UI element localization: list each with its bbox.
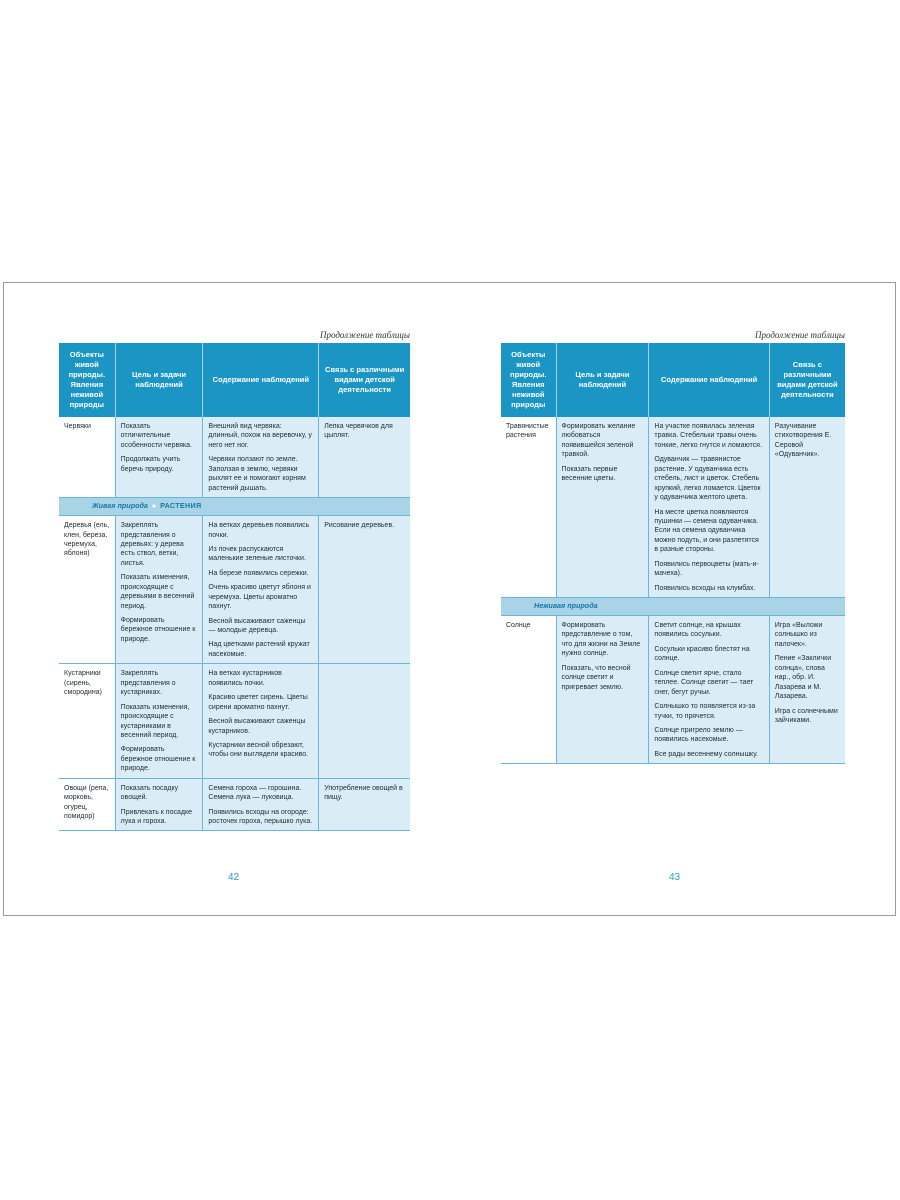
book-spread xyxy=(3,282,896,916)
table-row xyxy=(501,417,845,598)
goal-text: Показать изменения, происходящие с деревьями в весенний период. xyxy=(120,574,195,610)
content-text: Внешний вид червяка: длинный, похож на веревочку, у него нет ног. xyxy=(208,423,312,449)
goals-cell xyxy=(556,616,649,764)
header-links: Связь с различными видами детской деятельности xyxy=(769,343,845,417)
content-text: Весной высаживают саженцы — молодые деревца. xyxy=(208,617,306,634)
continued-label: Продолжение таблицы xyxy=(754,330,845,340)
section-cell xyxy=(501,598,845,616)
header-goals: Цель и задачи наблюдений xyxy=(115,343,203,417)
activity-text: Лепка червячков для цыплят. xyxy=(324,423,393,440)
content-text: Красиво цветет сирень. Цветы сирени ароматно пахнут. xyxy=(208,694,308,711)
activity-text: Пение «Заклички солнца», слова нар., обр. И. Лазарева и М. Лазарева. xyxy=(774,655,832,701)
goals-cell xyxy=(115,778,203,831)
content-cell xyxy=(203,664,319,778)
goal-text: Показать посадку овощей. xyxy=(120,784,179,802)
content-text: Светит солнце, на крышах появились сосульки. xyxy=(654,622,741,639)
content-text: На участке появилась зеленая травка. Стебельки травы очень тонкие, легко гнутся и ломаются. xyxy=(654,423,762,449)
content-text: Появились первоцветы (мать-и-мачеха). xyxy=(654,560,759,578)
right-page xyxy=(451,283,897,915)
content-cell xyxy=(203,516,319,664)
page-number: 43 xyxy=(669,872,681,883)
object-cell xyxy=(59,664,115,778)
continued-label: Продолжение таблицы xyxy=(319,330,410,340)
header-objects: Объекты живой природы. Явления неживой природы xyxy=(59,343,115,417)
object-cell xyxy=(501,417,556,598)
links-cell xyxy=(319,417,410,498)
left-page xyxy=(4,283,450,915)
links-cell xyxy=(769,417,845,598)
object-name: Солнце xyxy=(506,622,531,629)
object-cell xyxy=(59,417,115,498)
object-name: Овощи (репа, морковь, огурец, помидор) xyxy=(64,784,109,820)
object-name: Червяки xyxy=(64,423,91,430)
table-row xyxy=(59,516,410,664)
content-text: На ветках кустарников появились почки. xyxy=(208,670,282,687)
object-name: Травянистые растения xyxy=(506,423,549,440)
activity-text: Рисование деревьев. xyxy=(324,522,395,530)
links-cell xyxy=(319,664,410,778)
content-text: На месте цветка появляются пушинки — семена одуванчика. Если на семена одуванчика можно подуть, и они разлетятся в разные стороны. xyxy=(654,508,759,554)
activity-text: Употребление овощей в пищу. xyxy=(324,784,403,802)
links-cell xyxy=(319,778,410,831)
goal-text: Закреплять представления о кустарниках. xyxy=(120,670,176,697)
table-row xyxy=(59,417,410,498)
activity-text: Игра «Выложи солнышко из палочек». xyxy=(774,622,823,648)
section-row xyxy=(59,498,410,516)
goal-text: Показать, что весной солнце светит и пригревает землю. xyxy=(561,664,631,691)
section-subtitle: РАСТЕНИЯ xyxy=(160,501,202,511)
section-title: Живая природа xyxy=(92,501,148,511)
goals-cell xyxy=(115,664,203,778)
links-cell xyxy=(769,616,845,764)
content-text: Весной высаживают саженцы кустарников. xyxy=(208,718,306,735)
table-row xyxy=(59,664,410,778)
content-text: Солнце светит ярче, стало теплее. Солнце светит — тает снег, бегут ручьи. xyxy=(654,669,754,696)
content-text: Появились всходы на клумбах. xyxy=(654,584,756,592)
goal-text: Формировать бережное отношение к природе. xyxy=(120,746,196,773)
object-name: Кустарники (сирень, смородина) xyxy=(64,670,102,697)
goals-cell xyxy=(556,417,649,598)
content-text: Все рады весеннему солнышку. xyxy=(654,750,758,758)
observation-table xyxy=(59,343,410,831)
goal-text: Показать изменения, происходящие с кустарниками в весенний период. xyxy=(120,703,190,739)
activity-text: Разучивание стихотворения Е. Серовой «Одуванчик». xyxy=(774,423,832,459)
header-links: Связь с различными видами детской деятельности xyxy=(319,343,410,417)
content-text: Над цветками растений кружат насекомые. xyxy=(208,641,310,658)
object-cell xyxy=(59,516,115,664)
content-text: Из почек распускаются маленькие зеленые листочки. xyxy=(208,545,306,563)
content-text: Кустарники весной обрезают, чтобы они выглядели красиво. xyxy=(208,741,309,759)
content-text: Червяки ползают по земле. Заползая в землю, червяки рыхлят ее и помогают корням растений дышать. xyxy=(208,456,306,492)
section-cell xyxy=(59,498,410,516)
table-row xyxy=(501,616,845,764)
content-text: На ветках деревьев появились почки. xyxy=(208,522,310,539)
goal-text: Формировать желание любоваться появившейся зеленой травкой. xyxy=(561,423,636,459)
observation-table xyxy=(501,343,845,764)
header-content: Содержание наблюдений xyxy=(649,343,769,417)
content-cell xyxy=(649,417,769,598)
content-text: Солнце пригрело землю — появились насекомые. xyxy=(654,726,743,744)
object-cell xyxy=(501,616,556,764)
goal-text: Показать отличительные особенности червяка. xyxy=(120,423,192,449)
content-text: Одуванчик — травянистое растение. У одуванчика есть стебель, лист и цветок. Стебель хрупкий, легко ломается. Цветок у одуванчика желтого цвета. xyxy=(654,456,761,502)
content-text: Солнышко то появляется из-за тучки, то прячется. xyxy=(654,703,756,720)
header-content: Содержание наблюдений xyxy=(203,343,319,417)
content-text: Очень красиво цветут яблоня и черемуха. Цветы ароматно пахнут. xyxy=(208,584,311,611)
goal-text: Показать первые весенние цветы. xyxy=(561,465,618,483)
goal-text: Привлекать к посадке лука и гороха. xyxy=(120,808,192,825)
content-text: На березе появились сережки. xyxy=(208,569,309,577)
table-header-row xyxy=(59,343,410,417)
object-name: Деревья (ель, клен, береза, черемуха, яблоня) xyxy=(64,522,110,558)
goal-text: Формировать представление о том, что для жизни на Земле нужно солнце. xyxy=(561,622,641,658)
header-goals: Цель и задачи наблюдений xyxy=(556,343,649,417)
content-cell xyxy=(649,616,769,764)
content-text: Семена гороха — горошина. Семена лука — луковица. xyxy=(208,784,302,802)
page-number: 42 xyxy=(228,872,240,883)
goals-cell xyxy=(115,417,203,498)
content-text: Сосульки красиво блестят на солнце. xyxy=(654,645,750,663)
section-title: Неживая природа xyxy=(534,601,598,610)
goal-text: Закреплять представления о деревьях: у дерева есть ствол, ветки, листья. xyxy=(120,522,184,567)
content-cell xyxy=(203,778,319,831)
goal-text: Формировать бережное отношение к природе. xyxy=(120,617,196,643)
content-cell xyxy=(203,417,319,498)
table-header-row xyxy=(501,343,845,417)
goal-text: Продолжать учить беречь природу. xyxy=(120,456,181,473)
activity-text: Игра с солнечными зайчиками. xyxy=(774,707,838,724)
section-bullet-icon: ● xyxy=(151,503,157,511)
goals-cell xyxy=(115,516,203,664)
object-cell xyxy=(59,778,115,831)
table-row xyxy=(59,778,410,831)
header-objects: Объекты живой природы. Явления неживой природы xyxy=(501,343,556,417)
content-text: Появились всходы на огороде: росточек гороха, перышко лука. xyxy=(208,808,313,825)
section-row xyxy=(501,598,845,616)
links-cell xyxy=(319,516,410,664)
